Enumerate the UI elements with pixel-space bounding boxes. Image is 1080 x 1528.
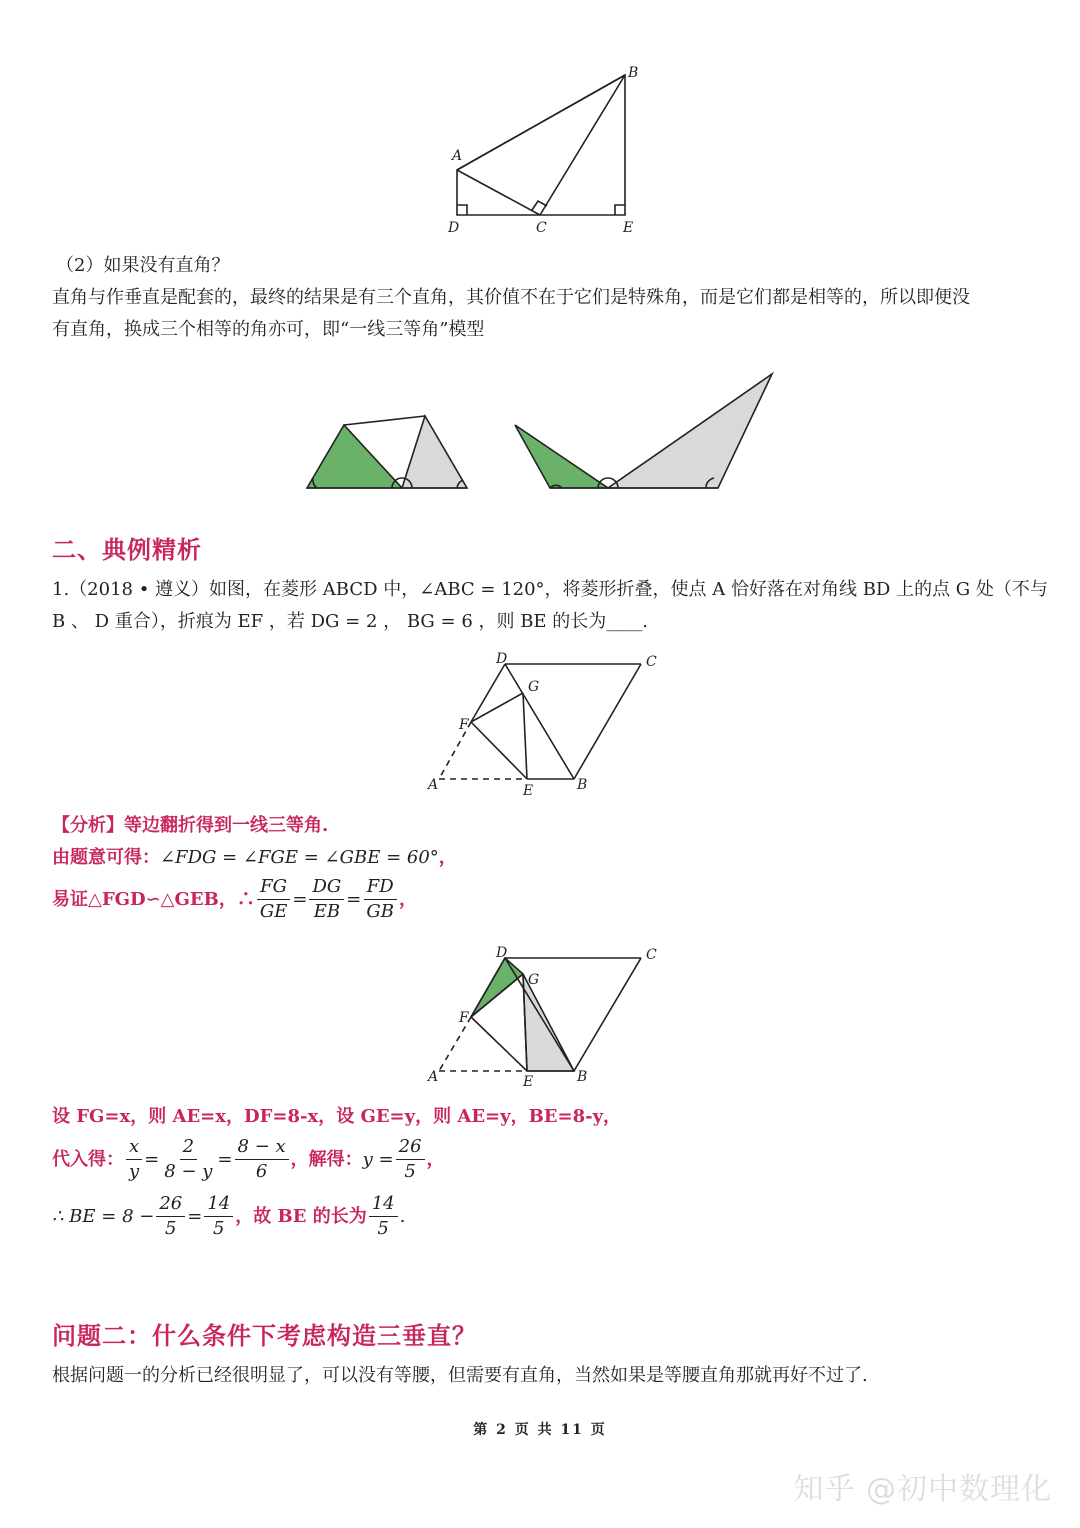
fraction-den: 5 [404, 1161, 416, 1182]
rhombus2-label-B: B [577, 1069, 588, 1085]
fraction-26-5 [396, 1135, 425, 1184]
label-A: A [452, 148, 463, 164]
paragraph-line-2: 有直角，换成三个相等的角亦可，即“一线三等角”模型 [52, 319, 485, 340]
rhombus1-label-B: B [577, 777, 588, 793]
solution-line-1: 设 FG=x，则 AE=x，DF=8-x，设 GE=y，则 AE=y，BE=8-y， [52, 1106, 622, 1127]
rhombus2-label-A: A [428, 1069, 439, 1085]
rhombus2-label-D: D [496, 945, 508, 961]
figure-three-right-angles [430, 60, 650, 240]
equals-sign: = [187, 1205, 203, 1227]
fraction-2-8y [161, 1135, 215, 1184]
label-C: C [536, 220, 547, 236]
fraction-den: GE [259, 901, 288, 922]
label-E: E [623, 220, 634, 236]
analysis-line-1 [52, 810, 328, 842]
substitute-text: 代入得： [52, 1148, 124, 1170]
equals-sign: = [144, 1148, 160, 1170]
fraction-x-y [126, 1135, 142, 1184]
rhombus1-label-D: D [496, 651, 508, 667]
figure-three-equal-angles [300, 370, 780, 500]
fraction-14-5 [204, 1192, 233, 1241]
fraction-num: 8 − x [235, 1135, 289, 1160]
equals-sign: = [346, 888, 362, 910]
figure-rhombus-similar-triangles [420, 940, 670, 1095]
watermark: 知乎 @初中数理化 [793, 1472, 1052, 1507]
paragraph-line-1: 直角与作垂直是配套的，最终的结果是有三个直角，其价值不在于它们是特殊角，而是它们都是相等的，所以即便没 [52, 287, 970, 308]
period: . [399, 1205, 406, 1227]
page-footer: 第 2 页 共 11 页 [473, 1422, 607, 1438]
fraction-fg-ge [257, 875, 291, 924]
fraction-26-5 [156, 1192, 185, 1241]
fraction-num: 14 [369, 1192, 398, 1217]
label-D: D [448, 220, 460, 236]
fraction-den: EB [313, 901, 341, 922]
solve-text: ，解得： [290, 1148, 363, 1170]
section-title-examples: 二、典例精析 [52, 535, 202, 564]
equals-sign: = [292, 888, 308, 910]
rhombus2-label-F: F [459, 1010, 469, 1026]
fraction-num: 26 [396, 1135, 425, 1160]
analysis-label: 【分析】 [52, 815, 124, 836]
fraction-num: 26 [156, 1192, 185, 1217]
fraction-num: x [126, 1135, 142, 1160]
rhombus2-label-G: G [528, 972, 540, 988]
y-equals: y = [362, 1148, 394, 1170]
question-2-text: 根据问题一的分析已经很明显了，可以没有等腰，但需要有直角，当然如果是等腰直角那就再好不过了. [52, 1365, 868, 1386]
fraction-den: 5 [165, 1218, 177, 1239]
figure-rhombus-folding [420, 645, 670, 805]
fraction-den: GB [366, 901, 394, 922]
fraction-dg-eb [309, 875, 344, 924]
rhombus1-label-G: G [528, 679, 540, 695]
analysis-line-2 [52, 842, 457, 874]
be-equation: ∴ BE = 8 − [52, 1205, 155, 1227]
fraction-answer [369, 1192, 398, 1241]
similar-triangles-text: 易证△FGD∽△GEB，∴ [52, 888, 255, 910]
fraction-den: 5 [213, 1218, 225, 1239]
fraction-den: y [129, 1161, 140, 1182]
rhombus1-label-F: F [459, 717, 469, 733]
problem-1-line-2: B 、 D 重合），折痕为 EF ，若 DG = 2 ， BG = 6 ，则 BE 的长为____. [52, 611, 649, 632]
analysis-prefix: 由题意可得： [52, 847, 160, 868]
analysis-line-3 [52, 875, 417, 924]
analysis-text: 等边翻折得到一线三等角. [124, 815, 329, 836]
fraction-num: 2 [180, 1135, 197, 1160]
fraction-num: 14 [204, 1192, 233, 1217]
rhombus1-label-C: C [646, 654, 657, 670]
comma: ， [426, 1148, 445, 1170]
label-B: B [628, 65, 639, 81]
equals-sign: = [217, 1148, 233, 1170]
fraction-den: 6 [255, 1161, 268, 1182]
question-2-title: 问题二：什么条件下考虑构造三垂直？ [52, 1321, 477, 1350]
rhombus2-label-C: C [646, 947, 657, 963]
fraction-num: FG [257, 875, 290, 900]
analysis-comma: ， [438, 847, 457, 868]
fraction-fd-gb [363, 875, 397, 924]
fraction-den: 5 [377, 1218, 389, 1239]
fraction-num: DG [309, 875, 344, 900]
solution-line-3 [52, 1192, 405, 1241]
rhombus2-label-E: E [523, 1074, 534, 1090]
comma: ， [398, 888, 417, 910]
answer-text: ，故 BE 的长为 [235, 1205, 367, 1227]
fraction-den: 8 − y [164, 1161, 213, 1182]
analysis-angle-equation: ∠FDG = ∠FGE = ∠GBE = 60° [160, 847, 439, 868]
rhombus1-label-E: E [523, 783, 534, 799]
problem-1-line-1: 1.（2018 • 遵义）如图，在菱形 ABCD 中，∠ABC = 120°，将菱形折叠，使点 A 恰好落在对角线 BD 上的点 G 处（不与 [52, 579, 1048, 600]
fraction-num: FD [364, 875, 397, 900]
subheading-no-right-angle: （2）如果没有直角？ [56, 255, 230, 276]
fraction-8x-6 [235, 1135, 289, 1184]
solution-line-2 [52, 1135, 445, 1184]
rhombus1-label-A: A [428, 777, 439, 793]
